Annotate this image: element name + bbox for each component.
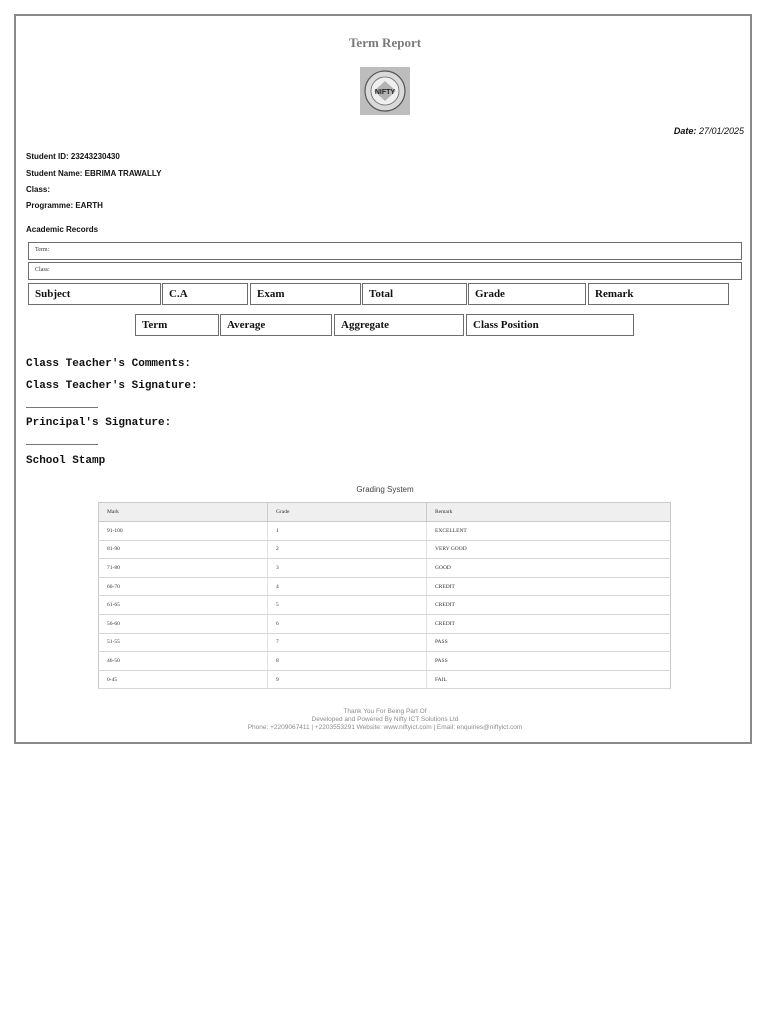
grading-grade: 5 bbox=[268, 596, 427, 615]
table-row bbox=[99, 522, 671, 541]
table-row bbox=[99, 670, 671, 689]
grading-remark: CREDIT bbox=[427, 614, 671, 633]
grading-remark: FAIL bbox=[427, 670, 671, 689]
table-row bbox=[99, 559, 671, 578]
footer-line-1: Thank You For Being Part Of bbox=[343, 708, 427, 715]
grading-grade: 1 bbox=[268, 522, 427, 541]
academic-records-heading: Academic Records bbox=[26, 225, 99, 234]
logo-text: NIFTY bbox=[374, 89, 396, 96]
grading-remark: PASS bbox=[427, 652, 671, 671]
student-programme: Programme: EARTH bbox=[26, 201, 103, 210]
student-name: Student Name: EBRIMA TRAWALLY bbox=[26, 169, 162, 178]
grading-remark: PASS bbox=[427, 633, 671, 652]
grading-mark: 71-80 bbox=[99, 559, 268, 578]
grading-system-title: Grading System bbox=[356, 485, 414, 494]
term-row: Term: bbox=[28, 242, 742, 260]
teacher-signature-label: Class Teacher's Signature: bbox=[26, 380, 198, 392]
col-ca: C.A bbox=[162, 283, 248, 305]
grading-remark: GOOD bbox=[427, 559, 671, 578]
col-aggregate: Aggregate bbox=[334, 314, 464, 336]
grading-header-row bbox=[99, 503, 671, 522]
grading-remark: EXCELLENT bbox=[427, 522, 671, 541]
grading-remark: VERY GOOD bbox=[427, 540, 671, 559]
student-id: Student ID: 23243230430 bbox=[26, 152, 120, 161]
date-value: 27/01/2025 bbox=[698, 126, 744, 136]
school-logo bbox=[360, 67, 410, 115]
footer-contact: Phone: +2209067411 | +2203553291 Website: www.niftyict.com | Email: enquiries@niftyict.com bbox=[247, 724, 523, 731]
grading-mark: 56-60 bbox=[99, 614, 268, 633]
grading-mark: 66-70 bbox=[99, 577, 268, 596]
footer bbox=[0, 708, 770, 732]
grading-grade: 8 bbox=[268, 652, 427, 671]
col-exam: Exam bbox=[250, 283, 361, 305]
grading-grade: 2 bbox=[268, 540, 427, 559]
grading-header-remark: Remark bbox=[427, 503, 671, 522]
grading-header-mark: Mark bbox=[99, 503, 268, 522]
grading-grade: 4 bbox=[268, 577, 427, 596]
col-total: Total bbox=[362, 283, 467, 305]
report-date bbox=[674, 126, 744, 136]
table-row bbox=[99, 540, 671, 559]
grading-remark: CREDIT bbox=[427, 596, 671, 615]
class-row: Class: bbox=[28, 262, 742, 280]
table-row bbox=[99, 652, 671, 671]
grading-mark: 81-90 bbox=[99, 540, 268, 559]
grading-mark: 46-50 bbox=[99, 652, 268, 671]
grading-mark: 0-45 bbox=[99, 670, 268, 689]
teacher-signature-line bbox=[26, 407, 98, 408]
grading-grade: 3 bbox=[268, 559, 427, 578]
grading-grade: 9 bbox=[268, 670, 427, 689]
school-stamp-label: School Stamp bbox=[26, 455, 106, 467]
footer-line-2: Developed and Powered By Nifty ICT Solutions Ltd bbox=[311, 716, 459, 723]
student-class: Class: bbox=[26, 185, 51, 194]
col-term: Term bbox=[135, 314, 219, 336]
page-title: Term Report bbox=[348, 35, 422, 50]
col-grade: Grade bbox=[468, 283, 586, 305]
grading-grade: 7 bbox=[268, 633, 427, 652]
grading-table bbox=[98, 502, 671, 689]
table-row bbox=[99, 577, 671, 596]
grading-header-grade: Grade bbox=[268, 503, 427, 522]
col-subject: Subject bbox=[28, 283, 161, 305]
grading-remark: CREDIT bbox=[427, 577, 671, 596]
principal-signature-line bbox=[26, 444, 98, 445]
grading-mark: 61-65 bbox=[99, 596, 268, 615]
table-row bbox=[99, 596, 671, 615]
table-row bbox=[99, 633, 671, 652]
grading-grade: 6 bbox=[268, 614, 427, 633]
col-remark: Remark bbox=[588, 283, 729, 305]
table-row bbox=[99, 614, 671, 633]
principal-signature-label: Principal's Signature: bbox=[26, 417, 172, 429]
col-class-position: Class Position bbox=[466, 314, 634, 336]
col-average: Average bbox=[220, 314, 332, 336]
grading-mark: 51-55 bbox=[99, 633, 268, 652]
teacher-comments-label: Class Teacher's Comments: bbox=[26, 358, 192, 370]
date-label: Date: bbox=[673, 126, 697, 136]
grading-mark: 91-100 bbox=[99, 522, 268, 541]
